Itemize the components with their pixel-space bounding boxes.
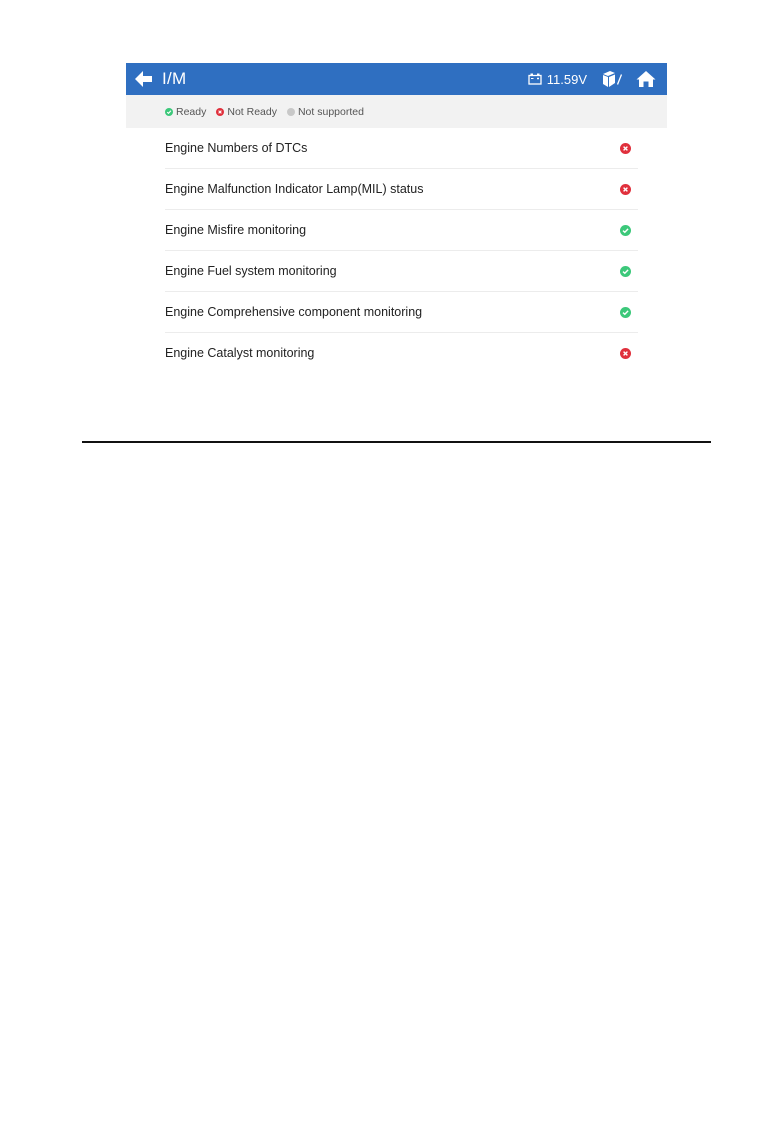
legend-ready	[165, 106, 206, 118]
monitor-row-catalyst[interactable]	[165, 333, 638, 373]
ready-check-icon	[165, 108, 173, 116]
not-ready-x-icon	[216, 108, 224, 116]
vci-button[interactable]	[601, 68, 623, 90]
monitor-label: Engine Numbers of DTCs	[165, 141, 308, 155]
voltage-value: 11.59V	[546, 71, 587, 87]
back-arrow-icon	[135, 71, 153, 87]
legend-ready-label: Ready	[176, 105, 207, 118]
not-supported-dot-icon	[287, 108, 295, 116]
ready-check-icon	[620, 225, 631, 236]
vci-icon	[602, 70, 622, 88]
ready-check-icon	[620, 307, 631, 318]
monitor-row-fuel-system[interactable]	[165, 251, 638, 292]
monitor-row-dtc-count[interactable]	[165, 128, 638, 169]
page-divider	[82, 441, 711, 443]
monitor-label: Engine Malfunction Indicator Lamp(MIL) status	[165, 182, 424, 196]
monitor-list	[126, 128, 667, 373]
monitor-row-comprehensive-component[interactable]	[165, 292, 638, 333]
not-ready-x-icon	[620, 184, 631, 195]
monitor-row-mil-status[interactable]	[165, 169, 638, 210]
monitor-label: Engine Catalyst monitoring	[165, 346, 315, 360]
legend-not-ready-label: Not Ready	[227, 105, 277, 118]
monitor-row-misfire[interactable]	[165, 210, 638, 251]
monitor-label: Engine Comprehensive component monitoring	[165, 305, 423, 319]
ready-check-icon	[620, 266, 631, 277]
battery-icon	[528, 73, 542, 85]
legend-not-ready	[216, 106, 277, 118]
back-button[interactable]	[134, 69, 154, 89]
toolbar-right	[528, 63, 657, 95]
home-button[interactable]	[635, 68, 657, 90]
im-screen	[126, 63, 667, 377]
not-ready-x-icon	[620, 143, 631, 154]
monitor-label: Engine Misfire monitoring	[165, 223, 307, 237]
monitor-label: Engine Fuel system monitoring	[165, 264, 337, 278]
battery-voltage	[528, 72, 587, 87]
top-bar	[126, 63, 667, 95]
not-ready-x-icon	[620, 348, 631, 359]
page-title: I/M	[162, 69, 187, 88]
legend-not-supported-label: Not supported	[297, 105, 364, 118]
home-icon	[636, 70, 656, 88]
legend-not-supported	[287, 106, 364, 118]
status-legend	[126, 95, 667, 128]
